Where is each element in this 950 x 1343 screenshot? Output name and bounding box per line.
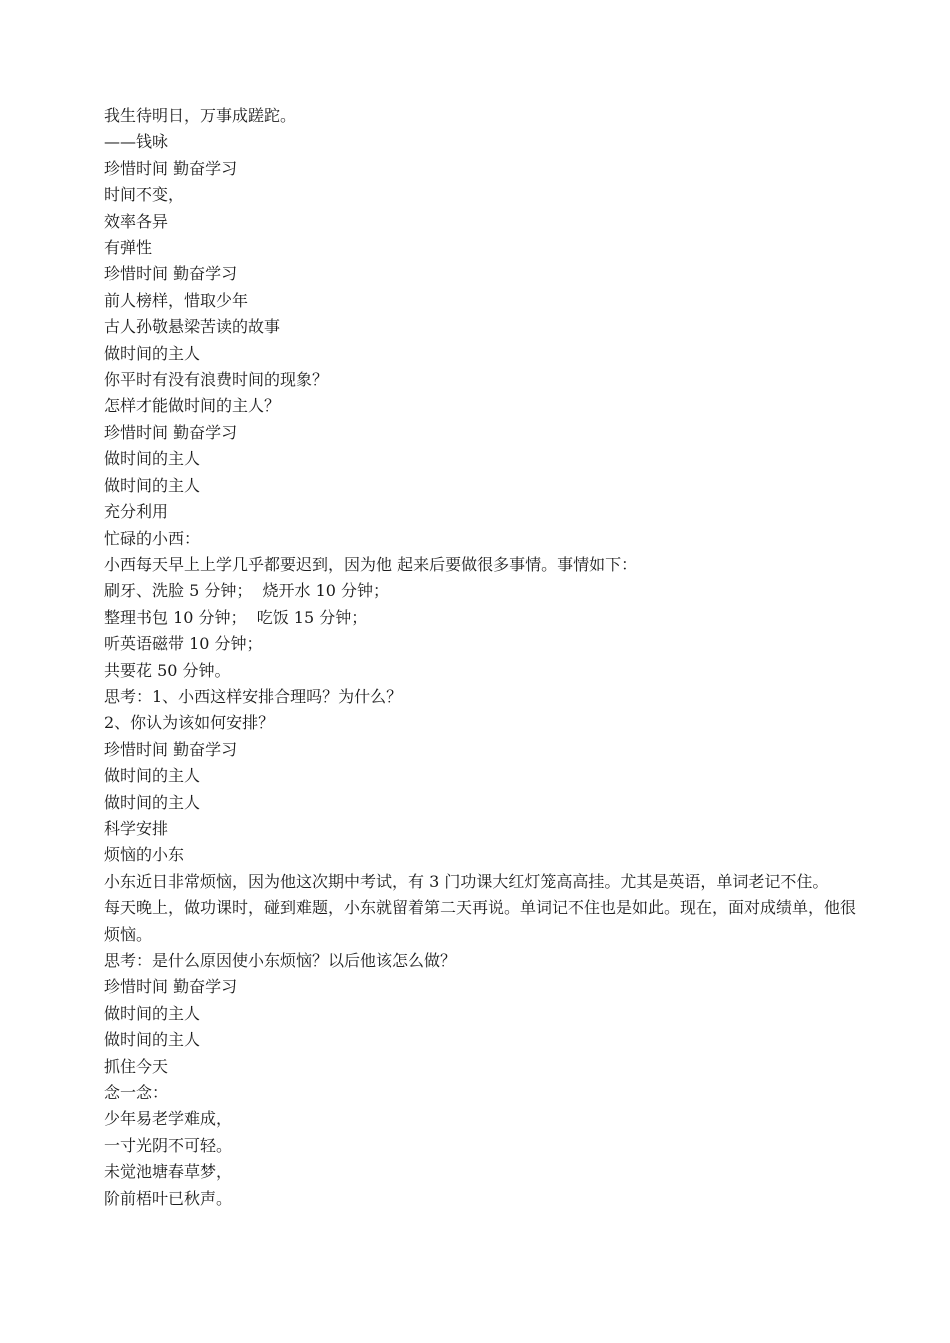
text-line: 未觉池塘春草梦， bbox=[104, 1162, 233, 1182]
text-line: 整理书包 10 分钟； 吃饭 15 分钟； bbox=[104, 607, 368, 627]
text-line: 思考：1、小西这样安排合理吗？为什么？ bbox=[104, 686, 403, 706]
text-line: 时间不变， bbox=[104, 185, 185, 205]
text-line: 前人榜样，惜取少年 bbox=[104, 290, 249, 310]
text-line: 做时间的主人 bbox=[104, 343, 201, 363]
document-page bbox=[104, 103, 856, 1212]
text-line: 你平时有没有浪费时间的现象？ bbox=[104, 370, 329, 390]
text-line: 古人孙敬悬梁苦读的故事 bbox=[104, 317, 281, 337]
text-line: 思考：是什么原因使小东烦恼？以后他该怎么做？ bbox=[104, 951, 457, 970]
text-line: 做时间的主人 bbox=[104, 792, 201, 812]
text-line: 每天晚上，做功课时，碰到难题，小东就留着第二天再说。单词记不住也是如此。现在，面对成绩单，他很烦恼。 bbox=[104, 898, 857, 944]
text-line: 做时间的主人 bbox=[104, 1030, 201, 1050]
text-line: 忙碌的小西： bbox=[104, 528, 201, 548]
text-line: 刷牙、洗脸 5 分钟； 烧开水 10 分钟； bbox=[104, 581, 390, 601]
text-line: 阶前梧叶已秋声。 bbox=[104, 1188, 233, 1208]
text-line: 做时间的主人 bbox=[104, 449, 201, 469]
text-line: 念一念： bbox=[104, 1083, 169, 1103]
text-line: 一寸光阴不可轻。 bbox=[104, 1135, 233, 1155]
text-line: 珍惜时间 勤奋学习 bbox=[104, 422, 238, 442]
text-line: 做时间的主人 bbox=[104, 475, 201, 495]
text-line: 效率各异 bbox=[104, 211, 169, 231]
text-line: ——钱咏 bbox=[104, 132, 169, 152]
text-line: 共要花 50 分钟。 bbox=[104, 660, 231, 680]
text-line: 我生待明日，万事成蹉跎。 bbox=[104, 106, 297, 125]
text-line: 做时间的主人 bbox=[104, 1003, 201, 1023]
text-line: 做时间的主人 bbox=[104, 766, 201, 786]
text-line: 烦恼的小东 bbox=[104, 845, 185, 865]
text-line: 小东近日非常烦恼，因为他这次期中考试，有 3 门功课大红灯笼高高挂。尤其是英语，单词老记不住。 bbox=[104, 871, 829, 891]
text-line: 珍惜时间 勤奋学习 bbox=[104, 739, 238, 759]
text-line: 听英语磁带 10 分钟； bbox=[104, 634, 263, 654]
text-line: 充分利用 bbox=[104, 502, 169, 522]
text-line: 小西每天早上上学几乎都要迟到，因为他 起来后要做很多事情。事情如下： bbox=[104, 554, 638, 574]
text-line: 怎样才能做时间的主人？ bbox=[104, 396, 281, 416]
text-line: 抓住今天 bbox=[104, 1056, 169, 1076]
text-line: 2、你认为该如何安排？ bbox=[104, 713, 275, 733]
text-line: 有弹性 bbox=[104, 238, 153, 258]
text-line: 珍惜时间 勤奋学习 bbox=[104, 158, 238, 178]
text-line: 少年易老学难成， bbox=[104, 1109, 233, 1129]
text-line: 珍惜时间 勤奋学习 bbox=[104, 264, 238, 284]
text-line: 科学安排 bbox=[104, 818, 169, 838]
text-line: 珍惜时间 勤奋学习 bbox=[104, 977, 238, 997]
